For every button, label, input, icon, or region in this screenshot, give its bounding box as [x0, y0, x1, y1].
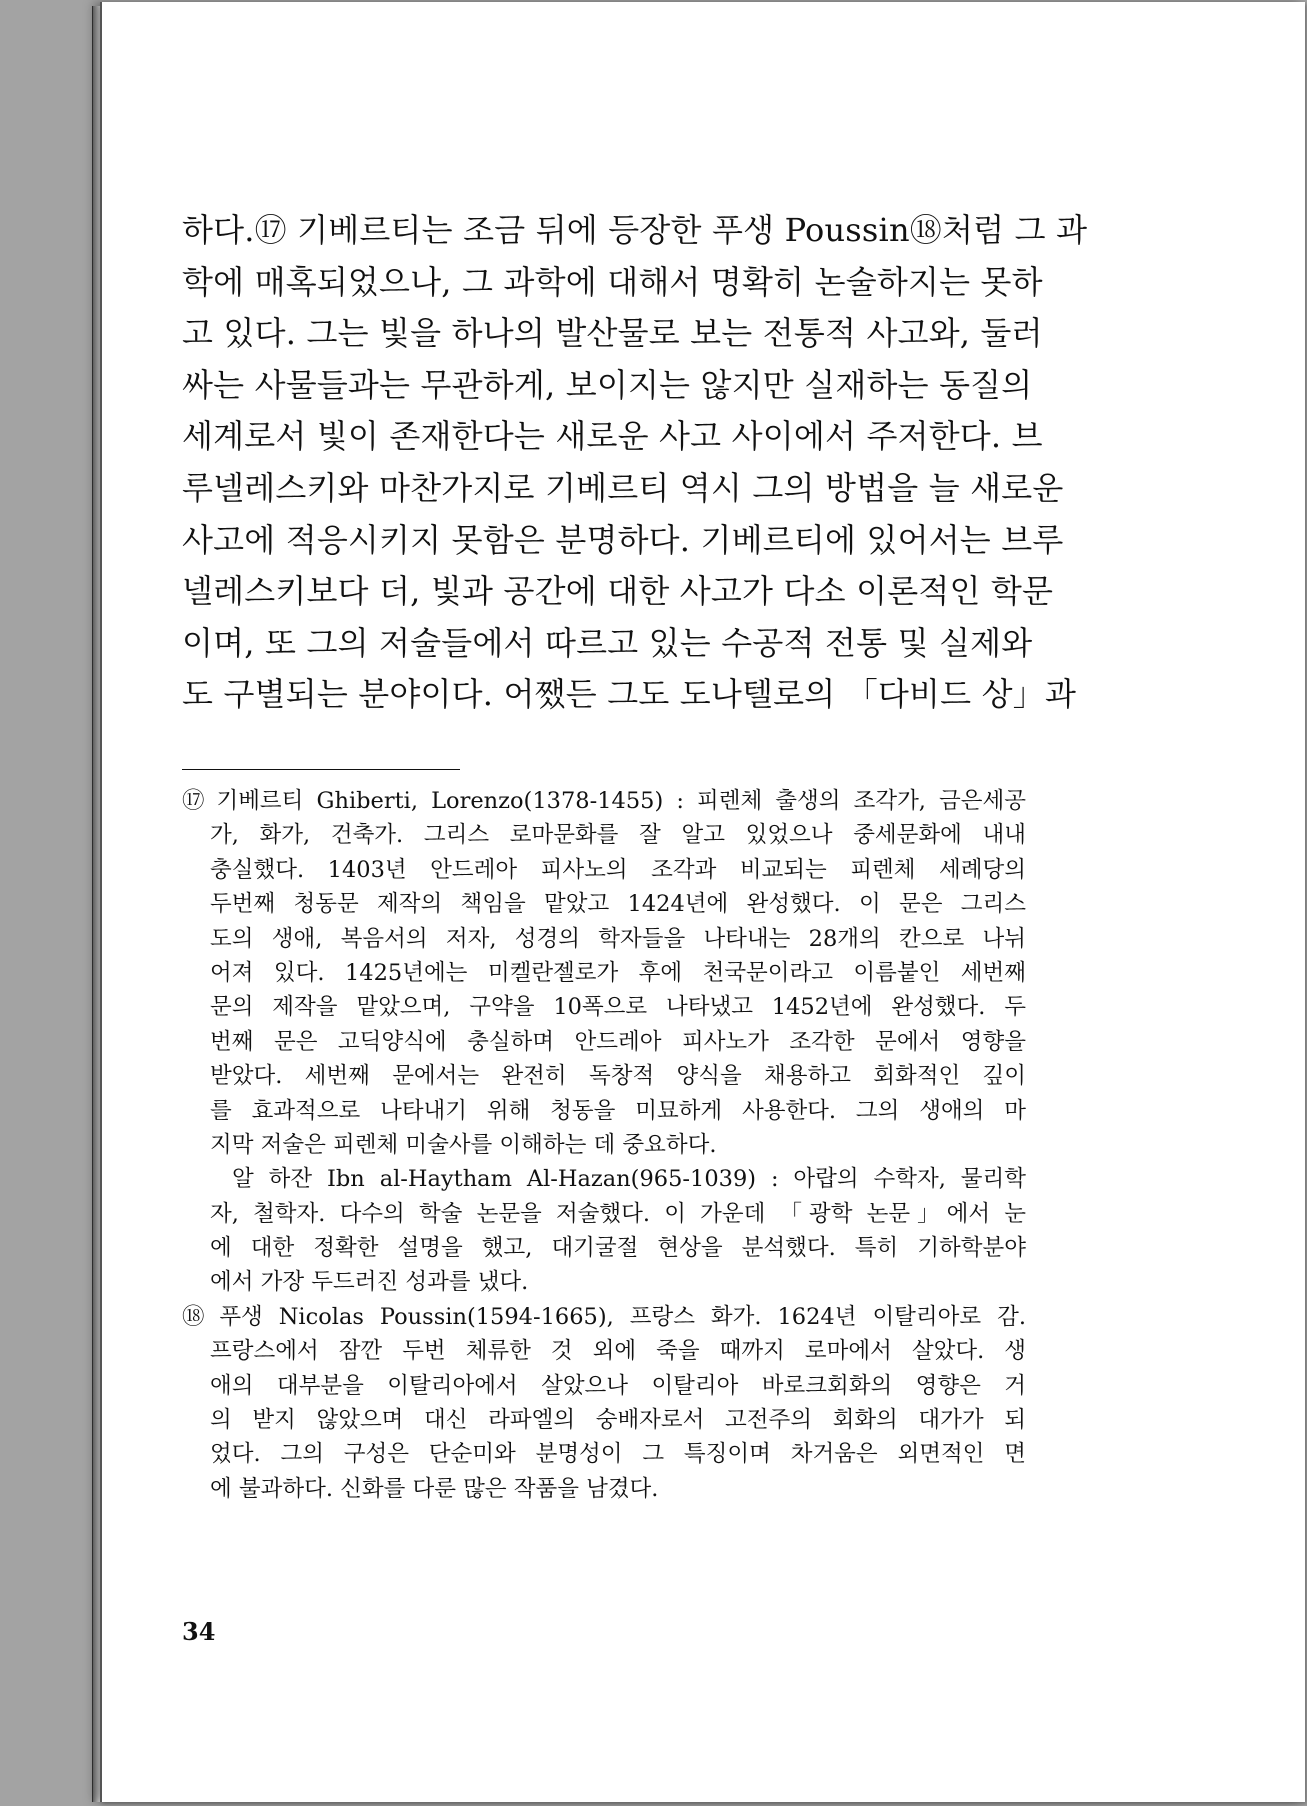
footnote-line: ⑱ 푸생 Nicolas Poussin(1594-1665), 프랑스 화가. 1624년 이탈리아로 감. — [182, 1303, 1026, 1330]
footnote-line: 프랑스에서 잠깐 두번 체류한 것 외에 죽을 때까지 로마에서 살았다. 생 — [210, 1338, 1026, 1365]
footnote-number: ⑱ — [182, 1303, 214, 1330]
page-number: 34 — [182, 1617, 216, 1646]
footnote-line: 를 효과적으로 나타내기 위해 청동을 미묘하게 사용한다. 그의 생애의 마 — [210, 1097, 1026, 1124]
footnote-line: 가, 화가, 건축가. 그리스 로마문화를 잘 알고 있었으나 중세문화에 내내 — [210, 822, 1026, 849]
body-text — [182, 205, 1088, 721]
footnote-line: 에서 가장 두드러진 성과를 냈다. — [210, 1269, 529, 1296]
body-line: 도 구별되는 분야이다. 어쨌든 그도 도나텔로의 「다비드 상」과 — [182, 675, 1077, 714]
body-line: 사고에 적응시키지 못함은 분명하다. 기베르티에 있어서는 브루 — [182, 520, 1064, 559]
footnote-line: 두번째 청동문 제작의 책임을 맡았고 1424년에 완성했다. 이 문은 그리스 — [210, 891, 1026, 918]
footnote-line: 알 하잔 Ibn al-Haytham Al-Hazan(965-1039) : 아랍의 수학자, 물리학 — [232, 1166, 1026, 1193]
footnote-number: ⑰ — [182, 788, 211, 814]
body-line: 루넬레스키와 마찬가지로 기베르티 역시 그의 방법을 늘 새로운 — [182, 468, 1064, 507]
footnote-line: ⑰ 기베르티 Ghiberti, Lorenzo(1378-1455) : 피렌체 출생의 조각가, 금은세공 — [182, 788, 1026, 814]
body-line: 학에 매혹되었으나, 그 과학에 대해서 명확히 논술하지는 못하 — [182, 262, 1043, 301]
footnote-17 — [182, 784, 1026, 1300]
footnote-line: 어져 있다. 1425년에는 미켈란젤로가 후에 천국문이라고 이름붙인 세번째 — [210, 959, 1026, 986]
footnote-18 — [182, 1300, 1026, 1506]
footnote-line: 에 불과하다. 신화를 다룬 많은 작품을 남겼다. — [210, 1475, 659, 1502]
body-line: 넬레스키보다 더, 빛과 공간에 대한 사고가 다소 이론적인 학문 — [182, 572, 1054, 611]
footnote-line: 받았다. 세번째 문에서는 완전히 독창적 양식을 채용하고 회화적인 깊이 — [210, 1063, 1026, 1090]
footnote-line: 충실했다. 1403년 안드레아 피사노의 조각과 비교되는 피렌체 세례당의 — [210, 856, 1026, 883]
body-line: 하다.⑰ 기베르티는 조금 뒤에 등장한 푸생 Poussin⑱처럼 그 과 — [182, 211, 1088, 249]
footnote-line: 애의 대부분을 이탈리아에서 살았으나 이탈리아 바로크회화의 영향은 거 — [210, 1372, 1026, 1399]
footnote-line: 문의 제작을 맡았으며, 구약을 10폭으로 나타냈고 1452년에 완성했다. 두 — [210, 994, 1026, 1021]
body-line: 싸는 사물들과는 무관하게, 보이지는 않지만 실재하는 동질의 — [182, 365, 1033, 404]
footnote-line: 에 대한 정확한 설명을 했고, 대기굴절 현상을 분석했다. 특히 기하학분야 — [210, 1235, 1026, 1262]
footnote-line: 도의 생애, 복음서의 저자, 성경의 학자들을 나타내는 28개의 칸으로 나뉘 — [210, 925, 1026, 952]
footnote-line: 번째 문은 고딕양식에 충실하며 안드레아 피사노가 조각한 문에서 영향을 — [210, 1028, 1026, 1055]
footnote-line: 지막 저술은 피렌체 미술사를 이해하는 데 중요하다. — [210, 1131, 717, 1158]
body-line: 고 있다. 그는 빛을 하나의 발산물로 보는 전통적 사고와, 둘러 — [182, 314, 1043, 353]
footnote-divider — [182, 769, 460, 770]
footnote-line: 자, 철학자. 다수의 학술 논문을 저술했다. 이 가운데 「광학 논문」에서 눈 — [210, 1200, 1026, 1227]
footnote-line: 의 받지 않았으며 대신 라파엘의 숭배자로서 고전주의 회화의 대가가 되 — [210, 1407, 1026, 1434]
footnotes — [182, 784, 1026, 1506]
body-line: 세계로서 빛이 존재한다는 새로운 사고 사이에서 주저한다. 브 — [182, 417, 1043, 456]
body-line: 이며, 또 그의 저술들에서 따르고 있는 수공적 전통 및 실제와 — [182, 623, 1033, 662]
footnote-line: 었다. 그의 구성은 단순미와 분명성이 그 특징이며 차거움은 외면적인 면 — [210, 1441, 1026, 1468]
